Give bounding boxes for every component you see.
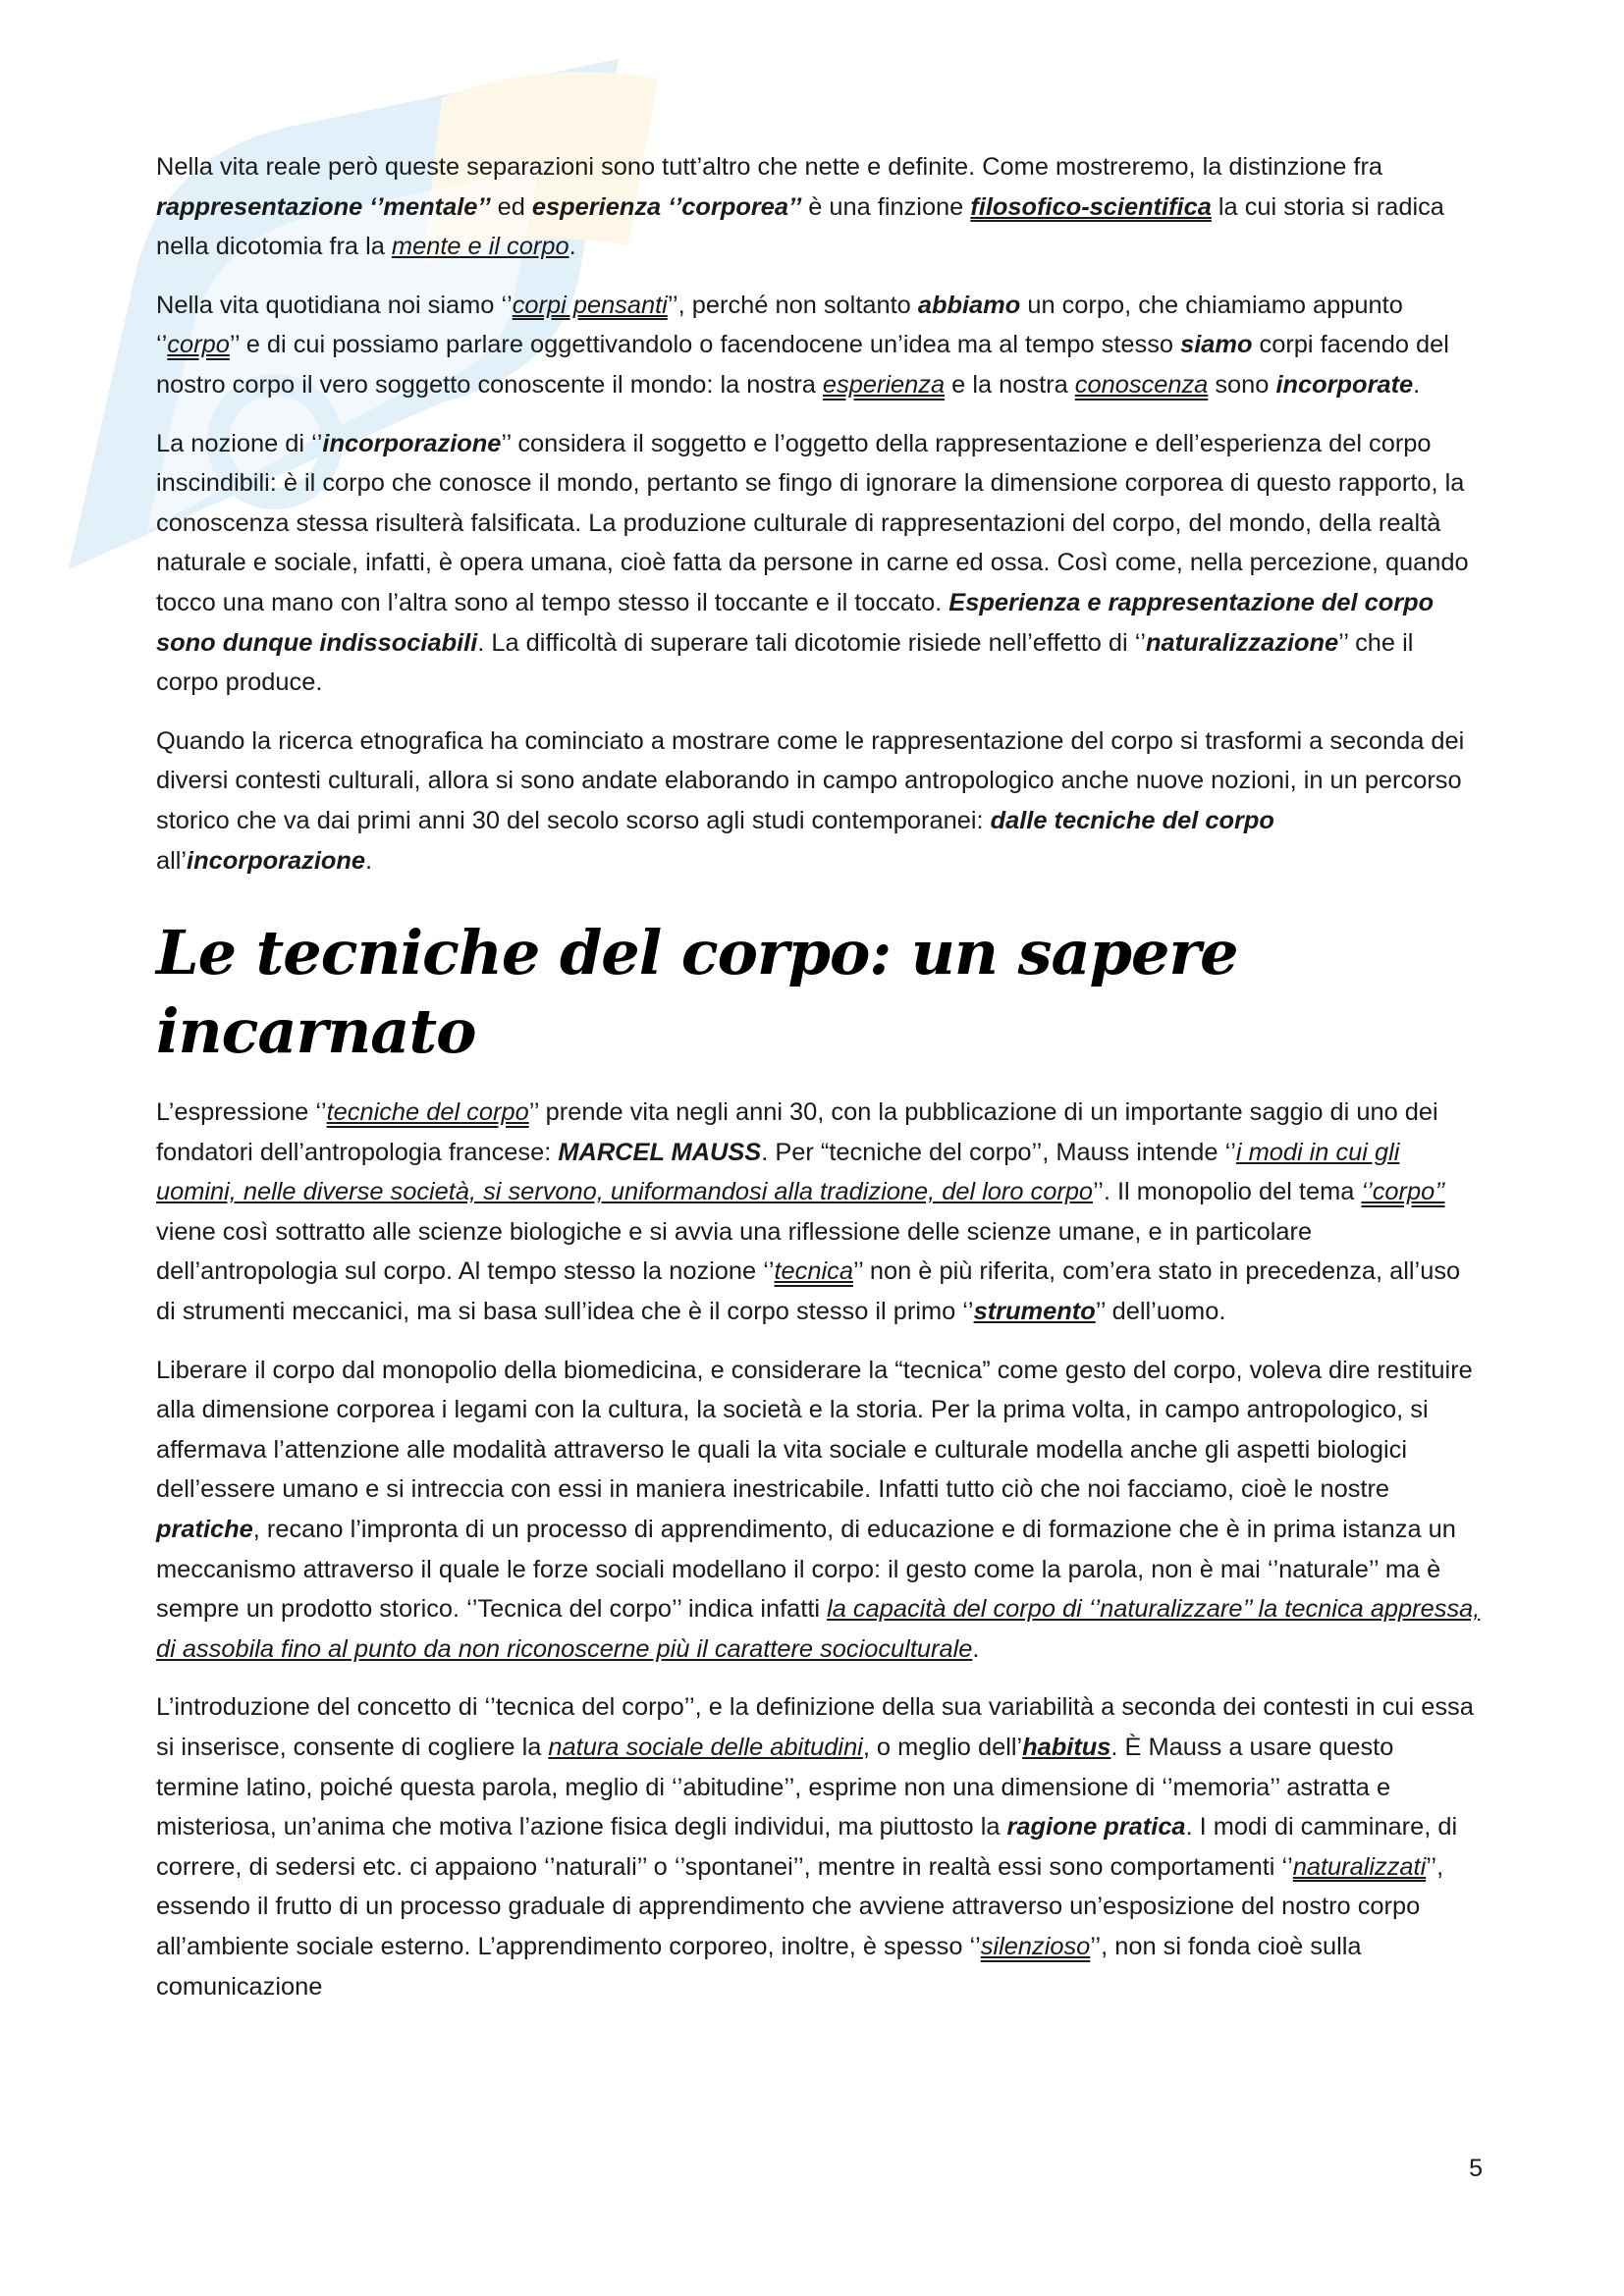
paragraph: Quando la ricerca etnografica ha cominciato a mostrare come le rappresentazione del corpo si trasformi a seconda dei diversi contesti culturali, allora si sono andate elaborando in campo antropologico anche nuove nozioni, in un percorso storico che va dai primi anni 30 del secolo scorso agli studi contemporanei: dalle tecniche del corpo all’incorporazione. [156,726,1465,875]
paragraph: L’espressione ‘’tecniche del corpo’’ prende vita negli anni 30, con la pubblicazione di un importante saggio di uno dei fondatori dell’antropologia francese: MARCEL MAUSS. Per “tecniche del corpo’’, Mauss intende ‘’i modi in cui gli uomini, nelle diverse società, si servono, uniformandosi alla tradizione, del loro corpo’’. Il monopolio del tema ‘’corpo’’ viene così sottratto alle scienze biologiche e si avvia una riflessione delle scienze umane, e in particolare dell’antropologia sul corpo. Al tempo stesso la nozione ‘’tecnica’’ non è più riferita, com’era stato in precedenza, all’uso di strumenti meccanici, ma si basa sull’idea che è il corpo stesso il primo ‘’strumento’’ dell’uomo. [156,1098,1461,1326]
text-body [156,147,1482,2025]
paragraph: La nozione di ‘’incorporazione’’ considera il soggetto e l’oggetto della rappresentazione e dell’esperienza del corpo inscindibili: è il corpo che conosce il mondo, pertanto se fingo di ignorare la dimensione corporea di questo rapporto, la conoscenza stessa risulterà falsificata. La produzione culturale di rappresentazioni del corpo, del mondo, della realtà naturale e sociale, infatti, è opera umana, cioè fatta da persone in carne ed ossa. Così come, nella percezione, quando tocco una mano con l’altra sono al tempo stesso il toccante e il toccato. Esperienza e rappresentazione del corpo sono dunque indissociabili. La difficoltà di superare tali dicotomie risiede nell’effetto di ‘’naturalizzazione’’ che il corpo produce. [156,429,1469,697]
paragraph: Nella vita reale però queste separazioni sono tutt’altro che nette e definite. Come mostreremo, la distinzione fra rappresentazione ‘’mentale’’ ed esperienza ‘’corporea’’ è una finzione filosofico-scientifica la cui storia si radica nella dicotomia fra la mente e il corpo. [156,153,1444,261]
page-number: 5 [1469,2155,1483,2182]
paragraph: Liberare il corpo dal monopolio della biomedicina, e considerare la “tecnica” come gesto del corpo, voleva dire restituire alla dimensione corporea i legami con la cultura, la società e la storia. Per la prima volta, in campo antropologico, si affermava l’attenzione alle modalità attraverso le quali la vita sociale e culturale modella anche gli aspetti biologici dell’essere umano e si intreccia con essi in maniera inestricabile. Infatti tutto ciò che noi facciamo, cioè le nostre pratiche, recano l’impronta di un processo di apprendimento, di educazione e di formazione che è in prima istanza un meccanismo attraverso il quale le forze sociali modellano il corpo: il gesto come la parola, non è mai ‘’naturale’’ ma è sempre un prodotto storico. ‘’Tecnica del corpo’’ indica infatti la capacità del corpo di ‘’naturalizzare’’ la tecnica appressa, di assobila fino al punto da non riconoscerne più il carattere socioculturale. [156,1356,1481,1663]
section-heading: Le tecniche del corpo: un sapere incarnato [156,917,1238,1068]
paragraph: L’introduzione del concetto di ‘’tecnica del corpo’’, e la definizione della sua variabilità a seconda dei contesti in cui essa si inserisce, consente di cogliere la natura sociale delle abitudini, o meglio dell’habitus. È Mauss a usare questo termine latino, poiché questa parola, meglio di ‘’abitudine’’, esprime non una dimensione di ‘’memoria’’ astratta e misteriosa, un’anima che motiva l’azione fisica degli individui, ma piuttosto la ragione pratica. I modi di camminare, di correre, di sedersi etc. ci appaiono ‘’naturali’’ o ‘’spontanei’’, mentre in realtà essi sono comportamenti ‘’naturalizzati’’, essendo il frutto di un processo graduale di apprendimento che avviene attraverso un’esposizione del nostro corpo all’ambiente sociale esterno. L’apprendimento corporeo, inoltre, è spesso ‘’silenzioso’’, non si fonda cioè sulla comunicazione [156,1693,1474,2001]
paragraph: Nella vita quotidiana noi siamo ‘’corpi pensanti’’, perché non soltanto abbiamo un corpo, che chiamiamo appunto ‘’corpo’’ e di cui possiamo parlare oggettivandolo o facendocene un’idea ma al tempo stesso siamo corpi facendo del nostro corpo il vero soggetto conoscente il mondo: la nostra esperienza e la nostra conoscenza sono incorporate. [156,291,1449,399]
